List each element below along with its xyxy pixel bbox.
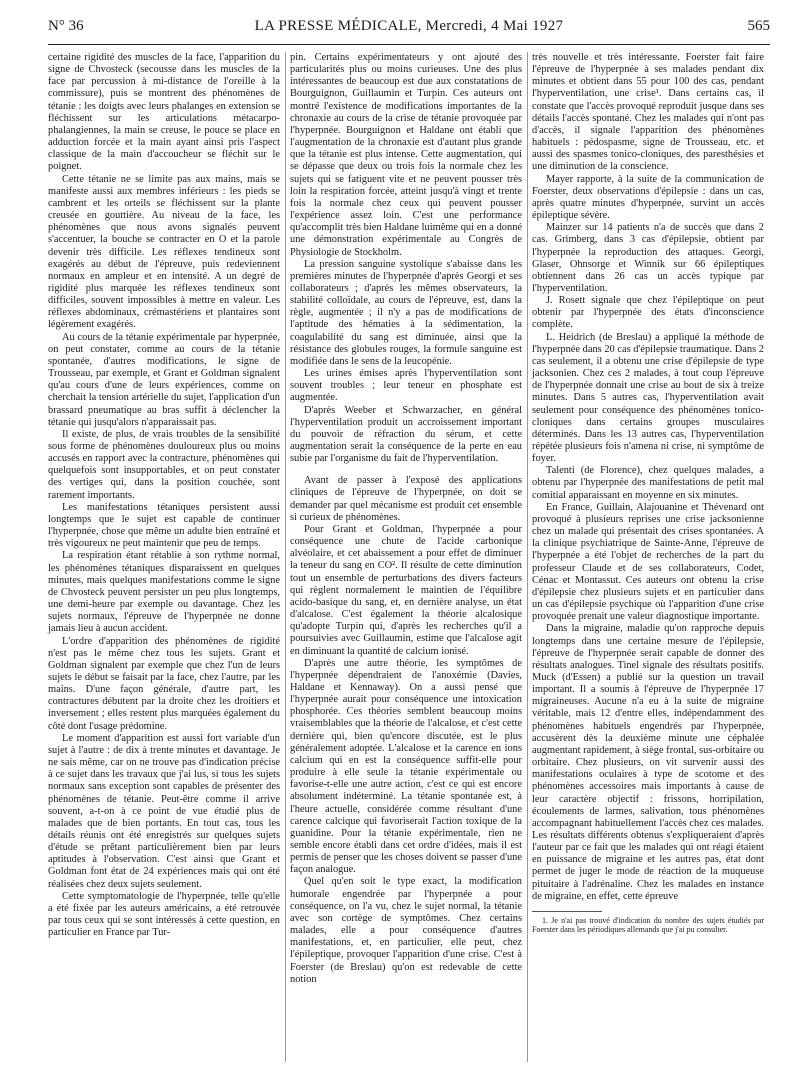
paragraph: La pression sanguine systolique s'abaisse dans les premières minutes de l'hyperpnée d'après Georgi et ses collaborateurs ; d'après les mêmes observateurs, la stabilité colloïdale, au cours de l'épreuve, est, dans la règle, augmentée ; il n'y a pas de modifications de l'aptitude des hématies à la sédimentation, la coagulabilité du sang est diminuée, ainsi que la résistance des globules rouges, la formule sanguine est modifiée dans le sens de la leucopénie.: [290, 258, 522, 367]
issue-number: N° 36: [48, 18, 84, 34]
paragraph: Cette symptomatologie de l'hyperpnée, telle qu'elle a été fixée par les auteurs américains, a été retrouvée par tous ceux qui se sont intéressés à cette question, en particulier en France par Tur-: [48, 890, 280, 939]
paragraph: D'après Weeber et Schwarzacher, en général l'hyperventilation produit un accroissement important du pouvoir de réfraction du sérum, et cette augmentation serait la conséquence de la perte en eau subie par l'organisme du fait de l'hyperventilation.: [290, 404, 522, 465]
column-divider: [527, 52, 528, 1062]
paragraph: Talenti (de Florence), chez quelques malades, a obtenu par l'hyperpnée des manifestations de petit mal comitial apparaissant en moyenne en six minutes.: [532, 465, 764, 501]
paragraph: La respiration étant rétablie à son rythme normal, les phénomènes tétaniques disparaissent en quelques minutes, mais quelques manifestations comme le signe de Chvosteck peuvent persister un peu plus longtemps, une demi-heure par exemple ou davantage. Chez les sujets normaux, l'épreuve de l'hyperpnée ne donne jamais lieu à aucun accident.: [48, 550, 280, 635]
column-divider: [285, 52, 286, 1062]
paragraph: Il existe, de plus, de vrais troubles de la sensibilité sous forme de phénomènes douloureux plus ou moins accusés en rapport avec la contracture, phénomènes qui quelquefois sont insupportables, et on peut constater des vertiges qui, dans la position couchée, sont rarement importants.: [48, 428, 280, 501]
paragraph: Mainzer sur 14 patients n'a de succès que dans 2 cas. Grimberg, dans 3 cas d'épilepsie, obtient par l'hyperpnée la reproduction des attaques. Georgi, Glaser, Ohnsorge et Winnik sur 66 épileptiques obtiennent dans 26 cas un accès typique par l'hyperventilation.: [532, 222, 764, 294]
paragraph: D'après une autre théorie, les symptômes de l'hyperpnée dépendraient de l'anoxémie (Davies, Haldane et Kennaway). On a aussi pensé que l'hyperpnée aurait pour conséquence une intoxication phosphorée. Ces théories semblent beaucoup moins vraisemblables que la théorie de l'alcalose, et c'est cette dernière qui, bien qu'encore discutée, est le plus généralement adoptée. L'alcalose et la carence en ions calcium qui en est la conséquence suffit-elle pour produire à elle seule la tétanie expérimentale ou favorise-t-elle une autre action, c'est ce qui est encore absolument indéterminé. La tétanie spontanée est, à l'heure actuelle, considérée comme résultant d'une carence calcique qui favoriserait l'action toxique de la guanidine. Pour la tétanie expérimentale, rien ne semble encore établi dans cet ordre d'idées, mais il est permis de penser que les choses doivent se passer d'une façon analogue.: [290, 657, 522, 876]
paragraph: J. Rosett signale que chez l'épileptique on peut obtenir par l'hyperpnée des états d'inconscience complète.: [532, 295, 764, 331]
paragraph: Au cours de la tétanie expérimentale par hyperpnée, on peut constater, comme au cours de la tétanie spontanée, d'autres modifications, le signe de Trousseau, par exemple, et Grant et Goldman signalent qu'au cours d'une de leurs expériences, comme on cherchait la tension artérielle du sujet, l'application d'un brassard pneumatique au bras suffit à déclencher la tétanie qui jusqu'alors n'apparaissait pas.: [48, 331, 280, 428]
paragraph: certaine rigidité des muscles de la face, l'apparition du signe de Chvosteck (secousse dans les muscles de la face par percussion à mi-distance de l'oreille à la commissure), puis se montrent des phénomènes de tétanie : les doigts avec leurs phalanges en extension se fléchissent sur les articulations métacarpo-phalangiennes, la main se creuse, le pouce se place en adduction forcée et la main ayant ainsi pris l'aspect classique de la main d'accoucheur se fléchit sur le poignet.: [48, 52, 280, 173]
footnote: 1. Je n'ai pas trouvé d'indication du nombre des sujets étudiés par Foerster dans les périodiques allemands que j'ai pu consulter.: [532, 915, 764, 935]
journal-title: LA PRESSE MÉDICALE, Mercredi, 4 Mai 1927: [254, 18, 564, 34]
paragraph: Le moment d'apparition est aussi fort variable d'un sujet à l'autre : de dix à trente minutes et davantage. Je ne sais même, car on ne trouve pas d'indication précise à ce sujet dans les travaux que j'ai lus, si tous les sujets normaux sans exception sont capables de présenter des phénomènes de tétanie. Peut-être comme il arrive souvent, a-t-on à ce point de vue étudié plus de malades que de bien portants. En tout cas, tous les détails réunis ont été enregistrés sur quelques sujets d'étude se prêtant particulièrement bien par leurs aptitudes à l'observation. C'est ainsi que Grant et Goldman font état de 24 expériences mais qui ont été réalisées chez deux sujets seulement.: [48, 732, 280, 890]
text-column-2: [290, 52, 522, 986]
paragraph: Cette tétanie ne se limite pas aux mains, mais se manifeste aussi aux membres inférieurs : les pieds se cambrent et les orteils se fléchissent sur la plante creusée en gouttière. Au niveau de la face, les phénomènes que nous avons signalés peuvent s'accentuer, la bouche se contracter en O et la parole devenir très difficile. Les réflexes tendineux sont exagérés au début de l'épreuve, puis redeviennent normaux en ampleur et en intensité. A un degré de rigidité plus marquée les réflexes tendineux sont difficiles, souvent impossibles à mettre en valeur. Les réflexes abdominaux, crémastériens et plantaires sont légèrement exagérés.: [48, 173, 280, 331]
paragraph: L. Heidrich (de Breslau) a appliqué la méthode de l'hyperpnée dans 20 cas d'épilepsie traumatique. Dans 2 cas seulement, il a obtenu une crise d'épilepsie de type jacksonien. Chez ces 2 malades, à tout coup l'épreuve de l'hyperpnée donnait une crise au bout de six à treize minutes. Dans 5 autres cas, l'hyperventilation avait seulement pour conséquence des phénomènes tonico-cloniques dans certains groupes musculaires déterminés. Dans les 13 autres cas, l'hyperventilation répétée plusieurs fois n'amena ni crise, ni symptôme de foyer.: [532, 331, 764, 465]
paragraph: En France, Guillain, Alajouanine et Thévenard ont provoqué à plusieurs reprises une crise jacksonienne chez un malade qui présentait des crises spontanées. A la clinique psychiatrique de Sainte-Anne, l'épreuve de l'hyperpnée a été l'objet de recherches de la part du professeur Claude et de ses collaborateurs, Codet, Cénac et Montassut. Ces auteurs ont obtenu la crise d'épilepsie chez plusieurs sujets et en particulier dans un cas d'épilepsie psychique où l'apparition d'une crise provoquée prenait une valeur diagnostique importante.: [532, 501, 764, 623]
text-column-3: [532, 52, 764, 935]
text-column-1: [48, 52, 280, 939]
section-break: [290, 465, 522, 475]
header-rule: [48, 44, 770, 45]
paragraph: Pour Grant et Goldman, l'hyperpnée a pour conséquence une chute de l'acide carbonique alvéolaire, et cet abaissement a pour effet de diminuer la teneur du sang en CO². Il résulte de cette diminution tout un ensemble de perturbations des divers facteurs qui règlent normalement le maintien de l'équilibre acido-basique du sang, et, en dernière analyse, un état d'alcalose. C'est également la théorie alcalosique qu'adopte Turpin qui, d'après les recherches qu'il a poursuivies avec Guillaumin, estime que l'alcalose agit en diminuant la quantité de calcium ionisé.: [290, 523, 522, 657]
page-number: 565: [747, 18, 770, 34]
paragraph: Avant de passer à l'exposé des applications cliniques de l'épreuve de l'hyperpnée, on doit se demander par quel mécanisme est produit cet ensemble si curieux de phénomènes.: [290, 475, 522, 523]
page-header: [48, 18, 770, 40]
paragraph: pin. Certains expérimentateurs y ont ajouté des particularités plus ou moins curieuses. Une des plus intéressantes de beaucoup est due aux constatations de Bourguignon, Guillaumin et Turpin. Ces auteurs ont montré l'existence de modifications importantes de la chronaxie au cours de la crise de tétanie provoquée par l'hyperpnée. Bourguignon et Haldane ont établi que l'augmentation de la chronaxie est d'autant plus grande que la tétanie est plus intense. Cette augmentation, qui se dépasse que deux ou trois fois la normale chez les sujets qui se fatiguent vite et ne peuvent pousser très loin la respiration forcée, atteint jusqu'à vingt et trente fois la normale chez ceux qui peuvent pousser l'expérience assez loin. C'est une performance qu'accomplit très bien Haldane luimême qui en a donné une démonstration expérimentale au Congrès de Physiologie de Stockholm.: [290, 52, 522, 258]
paragraph: très nouvelle et très intéressante. Foerster fait faire l'épreuve de l'hyperpnée à ses malades pendant dix minutes et obtient dans 55 pour 100 des cas, pendant l'hyperventilation, une crise¹. Dans certains cas, il constate que l'accès provoqué reproduit jusque dans ses détails l'accès spontané. Chez les malades qui n'ont pas d'accès, il signale l'apparition des phénomènes habituels : pédospasme, signe de Trousseau, etc. et aussi des spasmes tonico-cloniques, des paresthésies et une diminution de la conscience.: [532, 52, 764, 173]
paragraph: Les manifestations tétaniques persistent aussi longtemps que le sujet est capable de continuer l'hyperpnée, chose que même un adulte bien entraîné et très vigoureux ne peut maintenir que peu de temps.: [48, 501, 280, 550]
paragraph: L'ordre d'apparition des phénomènes de rigidité n'est pas le même chez tous les sujets. Grant et Goldman signalent par exemple que chez l'un de leurs sujets le début se faisait par la face, chez l'autre, par les mains. D'une façon générale, d'autre part, les contractures débutent par la droite chez les droitiers et inversement ; elles restent plus marquées également du côté dont l'usage prédomine.: [48, 635, 280, 732]
paragraph: Les urines émises après l'hyperventilation sont souvent troubles ; leur teneur en phosphate est augmentée.: [290, 368, 522, 404]
paragraph: Dans la migraine, maladie qu'on rapproche depuis longtemps dans une certaine mesure de l'épilepsie, l'épreuve de l'hyperpnée serait capable de donner des résultats analogues. Tinel signale des résultats positifs. Muck (d'Essen) a publié sur la question un travail important. Il a soumis à l'épreuve de l'hyperpnée 17 migraineuses. Aucune n'a eu à la suite de migraine véritable, mais 12 d'entre elles, indépendamment des phénomènes habituels engendrés par l'hyperpnée, accusèrent dès la deuxième minute une céphalée augmentant rapidement, à siège frontal, sus-orbitaire ou orbitaire. Chez plusieurs, on vit survenir aussi des manifestations oculaires à type de scotome et des phénomènes accessoires mais importants à cause de leur caractère objectif : frissons, horripilation, écoulements de larmes, salivation, tous phénomènes accompagnant habituellement l'accès chez ces malades. Les résultats différents obtenus s'expliqueraient d'après l'auteur par ce fait que les malades qui ont réagi étaient en puissance de migraine et les autres pas, état dont permet de juger le mode de réaction de la muqueuse pituitaire à l'adrénaline. Chez les malades en instance de migraine, en effet, cette épreuve: [532, 623, 764, 902]
footnote-rule: [532, 911, 602, 912]
paragraph: Quel qu'en soit le type exact, la modification humorale engendrée par l'hyperpnée a pour conséquence, on l'a vu, chez le sujet normal, la tétanie avec son cortège de symptômes. Chez certains malades, elle a pour conséquence d'autres manifestations, et, en particulier, elle peut, chez l'épileptique, provoquer l'apparition d'une crise. C'est à Foerster (de Breslau) qu'on est redevable de cette notion: [290, 876, 522, 985]
paragraph: Mayer rapporte, à la suite de la communication de Foerster, deux observations d'épilepsie : dans un cas, après quatre minutes d'hyperpnée, survint un accès épileptique sévère.: [532, 173, 764, 222]
